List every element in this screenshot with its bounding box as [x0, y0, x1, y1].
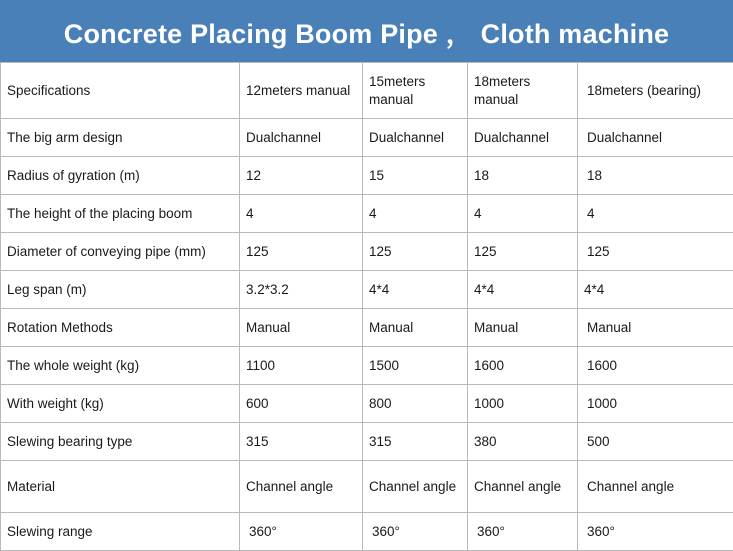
row-value: 1000 — [578, 385, 733, 423]
row-label: Slewing bearing type — [1, 423, 240, 461]
row-value: 125 — [578, 233, 733, 271]
column-header-12meters-manual: 12meters manual — [240, 63, 363, 119]
row-value: 360° — [578, 513, 733, 551]
table-row — [1, 195, 733, 233]
row-value: 360° — [468, 513, 578, 551]
row-value: 125 — [468, 233, 578, 271]
row-value: 12 — [240, 157, 363, 195]
row-value: 4*4 — [578, 271, 733, 309]
specifications-table — [0, 62, 733, 551]
row-value: 800 — [363, 385, 468, 423]
row-label: Diameter of conveying pipe (mm) — [1, 233, 240, 271]
row-value: Manual — [468, 309, 578, 347]
row-value: Manual — [240, 309, 363, 347]
row-value: 4*4 — [468, 271, 578, 309]
row-value: 500 — [578, 423, 733, 461]
table-row — [1, 461, 733, 513]
column-header-15meters-manual: 15meters manual — [363, 63, 468, 119]
row-label: Slewing range — [1, 513, 240, 551]
row-value: Manual — [363, 309, 468, 347]
table-row — [1, 271, 733, 309]
table-row — [1, 233, 733, 271]
row-value: 1100 — [240, 347, 363, 385]
row-value: 315 — [240, 423, 363, 461]
table-header-row — [1, 63, 733, 119]
row-value: Channel angle — [240, 461, 363, 513]
row-value: 125 — [363, 233, 468, 271]
column-header-18meters-manual: 18meters manual — [468, 63, 578, 119]
table-row — [1, 385, 733, 423]
table-row — [1, 309, 733, 347]
row-value: 4 — [363, 195, 468, 233]
row-value: 4 — [578, 195, 733, 233]
page-title-bar — [0, 0, 733, 62]
row-value: 125 — [240, 233, 363, 271]
row-value: 18 — [578, 157, 733, 195]
row-value: 4 — [240, 195, 363, 233]
row-value: Dualchannel — [468, 119, 578, 157]
table-row — [1, 347, 733, 385]
table-row — [1, 119, 733, 157]
row-value: Dualchannel — [363, 119, 468, 157]
row-value: 1600 — [468, 347, 578, 385]
row-value: Channel angle — [468, 461, 578, 513]
row-value: 315 — [363, 423, 468, 461]
row-value: 4*4 — [363, 271, 468, 309]
row-value: 360° — [240, 513, 363, 551]
row-label: The height of the placing boom — [1, 195, 240, 233]
row-label: With weight (kg) — [1, 385, 240, 423]
row-value: 1500 — [363, 347, 468, 385]
row-value: 1600 — [578, 347, 733, 385]
row-value: Channel angle — [363, 461, 468, 513]
row-value: 1000 — [468, 385, 578, 423]
row-value: Channel angle — [578, 461, 733, 513]
page-title: Concrete Placing Boom Pipe ， Cloth machine — [64, 12, 670, 51]
row-value: Dualchannel — [578, 119, 733, 157]
row-value: 15 — [363, 157, 468, 195]
row-value: Manual — [578, 309, 733, 347]
column-header-specifications: Specifications — [1, 63, 240, 119]
row-value: Dualchannel — [240, 119, 363, 157]
table-row — [1, 423, 733, 461]
column-header-18meters-bearing: 18meters (bearing) — [578, 63, 733, 119]
table-row — [1, 513, 733, 551]
row-label: Radius of gyration (m) — [1, 157, 240, 195]
row-value: 4 — [468, 195, 578, 233]
row-value: 360° — [363, 513, 468, 551]
row-value: 380 — [468, 423, 578, 461]
row-label: Leg span (m) — [1, 271, 240, 309]
row-label: Material — [1, 461, 240, 513]
table-row — [1, 157, 733, 195]
row-value: 18 — [468, 157, 578, 195]
row-label: The whole weight (kg) — [1, 347, 240, 385]
row-label: Rotation Methods — [1, 309, 240, 347]
row-value: 3.2*3.2 — [240, 271, 363, 309]
row-value: 600 — [240, 385, 363, 423]
row-label: The big arm design — [1, 119, 240, 157]
